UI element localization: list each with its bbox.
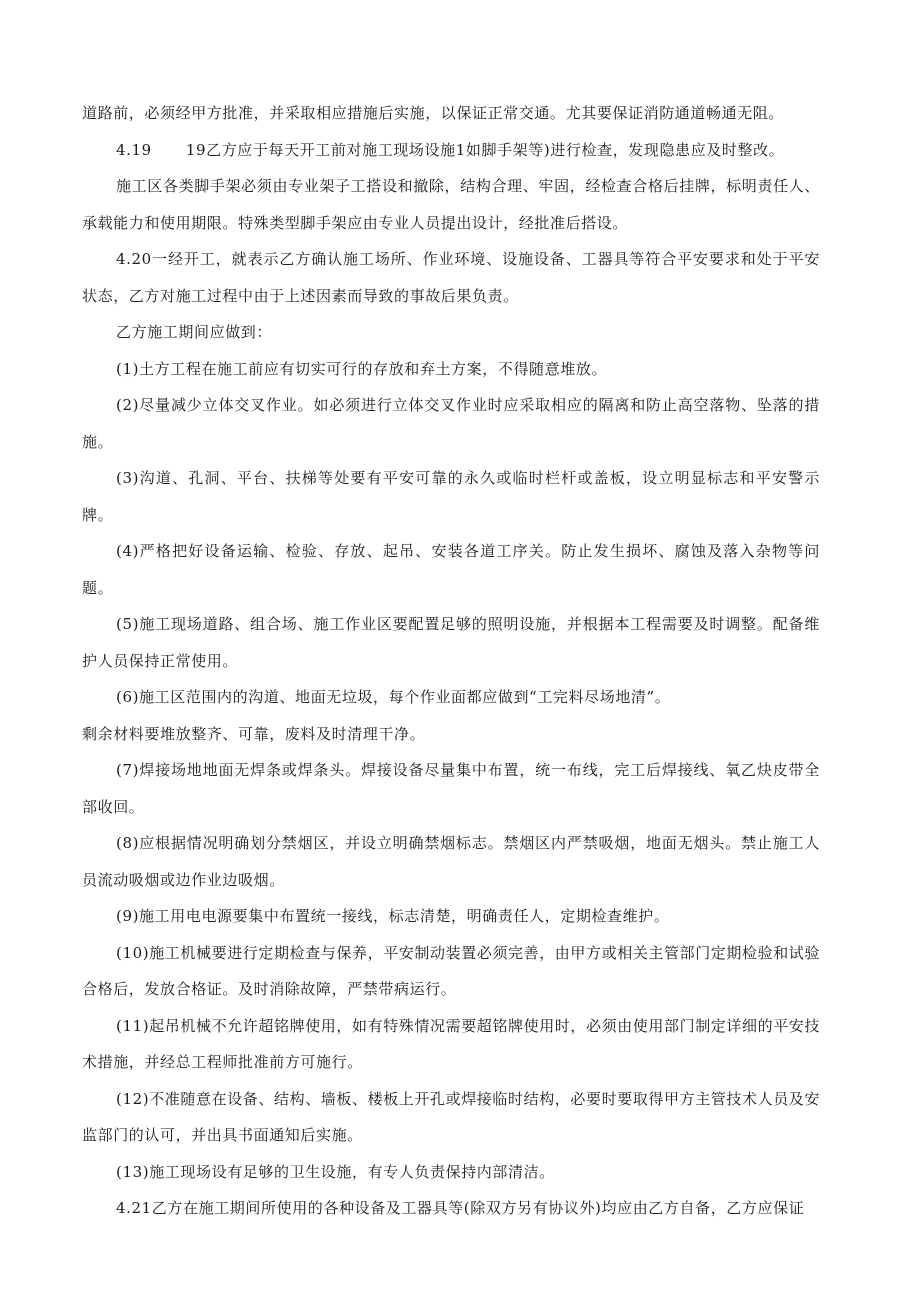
paragraph-during-construction: 乙方施工期间应做到： — [116, 323, 273, 341]
list-item-12: (12)不准随意在设备、结构、墙板、楼板上开孔或焊接临时结构，必要时要取得甲方主管技术人员及安监部门的认可，并出具书面通知后实施。 — [82, 1089, 820, 1144]
paragraph-4-20: 4.20一经开工，就表示乙方确认施工场所、作业环境、设施设备、工器具等符合平安要求和处于平安状态，乙方对施工过程中由于上述因素而导致的事故后果负责。 — [82, 250, 820, 305]
list-item-4: (4)严格把好设备运输、检验、存放、起吊、安装各道工序关。防止发生损坏、腐蚀及落入杂物等问题。 — [82, 542, 820, 597]
paragraph-4-21: 4.21乙方在施工期间所使用的各种设备及工器具等(除双方另有协议外)均应由乙方自备，乙方应保证 — [116, 1199, 805, 1217]
paragraph-road-approval: 道路前，必须经甲方批准，并采取相应措施后实施，以保证正常交通。尤其要保证消防通道畅通无阻。 — [82, 104, 785, 122]
paragraph-4-19 — [82, 132, 820, 169]
list-item-3: (3)沟道、孔洞、平台、扶梯等处要有平安可靠的永久或临时栏杆或盖板，设立明显标志和平安警示牌。 — [82, 469, 820, 524]
list-item-8: (8)应根据情况明确划分禁烟区，并设立明确禁烟标志。禁烟区内严禁吸烟，地面无烟头。禁止施工人员流动吸烟或边作业边吸烟。 — [82, 834, 820, 889]
list-item-1: (1)土方工程在施工前应有切实可行的存放和弃土方案，不得随意堆放。 — [116, 359, 608, 378]
list-item-5: (5)施工现场道路、组合场、施工作业区要配置足够的照明设施，并根据本工程需要及时调整。配备维护人员保持正常使用。 — [82, 615, 820, 670]
paragraph-scaffolding: 施工区各类脚手架必须由专业架子工搭设和撤除，结构合理、牢固，经检查合格后挂牌，标明责任人、承载能力和使用期限。特殊类型脚手架应由专业人员提出设计，经批准后搭设。 — [82, 177, 820, 232]
paragraph-remaining-materials: 剩余材料要堆放整齐、可靠，废料及时清理干净。 — [82, 724, 426, 743]
list-item-11: (11)起吊机械不允许超铭牌使用，如有特殊情况需要超铭牌使用时，必须由使用部门制定详细的平安技术措施，并经总工程师批准前方可施行。 — [82, 1016, 820, 1071]
list-item-9: (9)施工用电电源要集中布置统一接线，标志清楚，明确责任人，定期检查维护。 — [116, 907, 670, 925]
document-body — [82, 95, 820, 1227]
list-item-7: (7)焊接场地地面无焊条或焊条头。焊接设备尽量集中布置，统一布线，完工后焊接线、氧乙炔皮带全部收回。 — [82, 761, 820, 816]
list-item-2: (2)尽量减少立体交叉作业。如必须进行立体交叉作业时应采取相应的隔离和防止高空落物、坠落的措施。 — [82, 396, 820, 451]
list-item-13: (13)施工现场设有足够的卫生设施，有专人负责保持内部清洁。 — [116, 1162, 555, 1181]
clause-number: 4.19 — [116, 140, 152, 159]
list-item-6: (6)施工区范围内的沟道、地面无垃圾，每个作业面都应做到“工完料尽场地清”。 — [116, 688, 671, 706]
list-item-10: (10)施工机械要进行定期检查与保养，平安制动装置必须完善，由甲方或相关主管部门定期检验和试验合格后，发放合格证。及时消除故障，严禁带病运行。 — [82, 943, 820, 998]
clause-text: 19乙方应于每天开工前对施工现场设施1如脚手架等)进行检查，发现隐患应及时整改。 — [185, 140, 785, 159]
